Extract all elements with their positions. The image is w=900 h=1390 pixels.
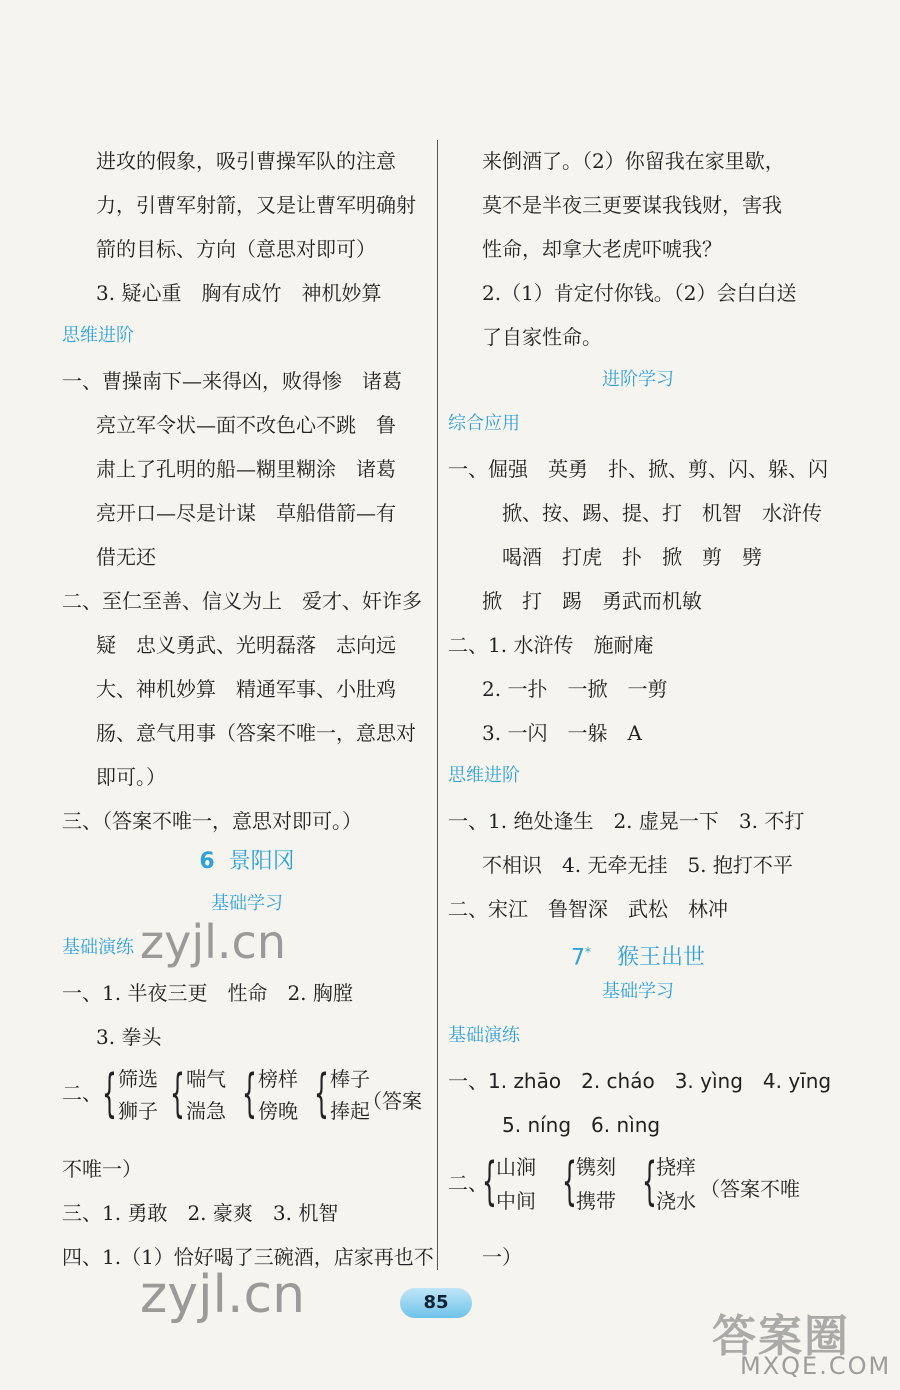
page-number: 85 <box>400 1288 472 1318</box>
pinyin-line: 一、1. zhāo 2. cháo 3. yìng 4. yīng <box>448 1069 832 1093</box>
answer-line: 一、倔强 英勇 扑、掀、剪、闪、躲、闪 <box>448 457 828 481</box>
answer-line: 力，引曹军射箭，又是让曹军明确射 <box>96 193 416 217</box>
note: （答案不唯 <box>700 1177 800 1201</box>
lesson-name: 猴王出世 <box>616 945 705 971</box>
watermark-url: MXQE.COM <box>740 1352 892 1380</box>
section-heading: 基础演练 <box>62 937 134 958</box>
word: 棒子 <box>330 1067 370 1091</box>
answer-line: 二、至仁至善、信义为上 爱才、奸诈多 <box>62 589 422 613</box>
word: 挠痒 <box>656 1155 696 1179</box>
lesson-number: 6 <box>199 849 215 874</box>
word: 中间 <box>496 1189 536 1213</box>
answer-line: 掀 打 踢 勇武而机敏 <box>482 589 702 613</box>
word: 喘气 <box>186 1067 226 1091</box>
answer-line: 一、1. 半夜三更 性命 2. 胸膛 <box>62 981 353 1005</box>
brace-icon: { <box>102 1064 117 1124</box>
answer-line: 喝酒 打虎 扑 掀 剪 劈 <box>502 545 762 569</box>
answer-line: 2. 一扑 一掀 一剪 <box>482 677 668 701</box>
note: （答案 <box>362 1089 422 1113</box>
answer-line: 性命，却拿大老虎吓唬我？ <box>482 237 722 261</box>
subsection-heading: 进阶学习 <box>602 369 674 390</box>
brace-icon: { <box>642 1152 657 1212</box>
answer-line: 借无还 <box>96 545 156 569</box>
answer-line: 一、1. 绝处逢生 2. 虚晃一下 3. 不打 <box>448 809 805 833</box>
item-prefix: 二、 <box>448 1171 488 1195</box>
answer-line: 3. 一闪 一躲 A <box>482 721 642 745</box>
brace-icon: { <box>562 1152 577 1212</box>
answer-line: 二、宋江 鲁智深 武松 林冲 <box>448 897 728 921</box>
column-divider <box>437 140 438 1270</box>
optional-star: * <box>584 945 591 959</box>
answer-line: 3. 疑心重 胸有成竹 神机妙算 <box>96 281 382 305</box>
answer-line: 了自家性命。 <box>482 325 602 349</box>
pinyin-line: 5. níng 6. nìng <box>502 1113 661 1137</box>
subsection-heading: 基础学习 <box>211 893 283 914</box>
answer-line: 疑 忠义勇武、光明磊落 志向远 <box>96 633 396 657</box>
section-heading: 综合应用 <box>448 413 520 434</box>
brace-icon: { <box>314 1064 329 1124</box>
answer-line: 掀、按、踢、提、打 机智 水浒传 <box>502 501 822 525</box>
subsection-heading: 基础学习 <box>602 981 674 1002</box>
section-heading: 基础演练 <box>448 1025 520 1046</box>
answer-line: 亮开口—尽是计谋 草船借箭—有 <box>96 501 396 525</box>
word: 镌刻 <box>576 1155 616 1179</box>
answer-line: 肠、意气用事（答案不唯一，意思对 <box>96 721 416 745</box>
answer-line: 即可。） <box>96 765 166 789</box>
word: 湍急 <box>186 1099 226 1123</box>
answer-line: 进攻的假象，吸引曹操军队的注意 <box>96 149 396 173</box>
brace-icon: { <box>482 1152 497 1212</box>
answer-line: 大、神机妙算 精通军事、小肚鸡 <box>96 677 396 701</box>
answer-line: 不唯一） <box>62 1157 142 1181</box>
answer-line: 三、1. 勇敢 2. 豪爽 3. 机智 <box>62 1201 339 1225</box>
answer-line: 3. 拳头 <box>96 1025 162 1049</box>
answer-line: 亮立军令状—面不改色心不跳 鲁 <box>96 413 396 437</box>
answer-line: 来倒酒了。（2）你留我在家里歇， <box>482 149 785 173</box>
answer-line: 2.（1）肯定付你钱。（2）会白白送 <box>482 281 797 305</box>
answer-line: 肃上了孔明的船—糊里糊涂 诸葛 <box>96 457 396 481</box>
word: 浇水 <box>656 1189 696 1213</box>
answer-line: 不相识 4. 无牵无挂 5. 抱打不平 <box>482 853 793 877</box>
word-pair-group <box>448 1152 828 1213</box>
section-heading: 思维进阶 <box>448 765 520 786</box>
answer-line: 箭的目标、方向（意思对即可） <box>96 237 376 261</box>
answer-line: 一） <box>482 1245 522 1269</box>
word: 傍晚 <box>258 1099 298 1123</box>
word: 榜样 <box>258 1067 298 1091</box>
word: 携带 <box>576 1189 616 1213</box>
brace-icon: { <box>170 1064 185 1124</box>
lesson-number: 7 <box>570 945 585 971</box>
watermark-logo: 答案圈 <box>712 1311 850 1362</box>
lesson-title <box>62 848 432 876</box>
section-heading: 思维进阶 <box>62 325 134 346</box>
watermark: zyjl.cn <box>140 1265 306 1325</box>
answer-line: 三、（答案不唯一，意思对即可。） <box>62 809 362 833</box>
word-pair-group <box>62 1066 432 1122</box>
answer-line: 二、1. 水浒传 施耐庵 <box>448 633 654 657</box>
word: 筛选 <box>118 1067 158 1091</box>
lesson-name: 景阳冈 <box>228 849 295 874</box>
answer-line: 四、1.（1）恰好喝了三碗酒，店家再也不 <box>62 1245 434 1269</box>
brace-icon: { <box>242 1064 257 1124</box>
lesson-title <box>448 938 828 972</box>
word: 山涧 <box>496 1155 536 1179</box>
item-prefix: 二、 <box>62 1081 102 1105</box>
answer-line: 莫不是半夜三更要谋我钱财，害我 <box>482 193 782 217</box>
word: 狮子 <box>118 1099 158 1123</box>
word: 捧起 <box>330 1099 370 1123</box>
answer-line: 一、曹操南下—来得凶，败得惨 诸葛 <box>62 369 402 393</box>
watermark: zyjl.cn <box>140 915 286 969</box>
